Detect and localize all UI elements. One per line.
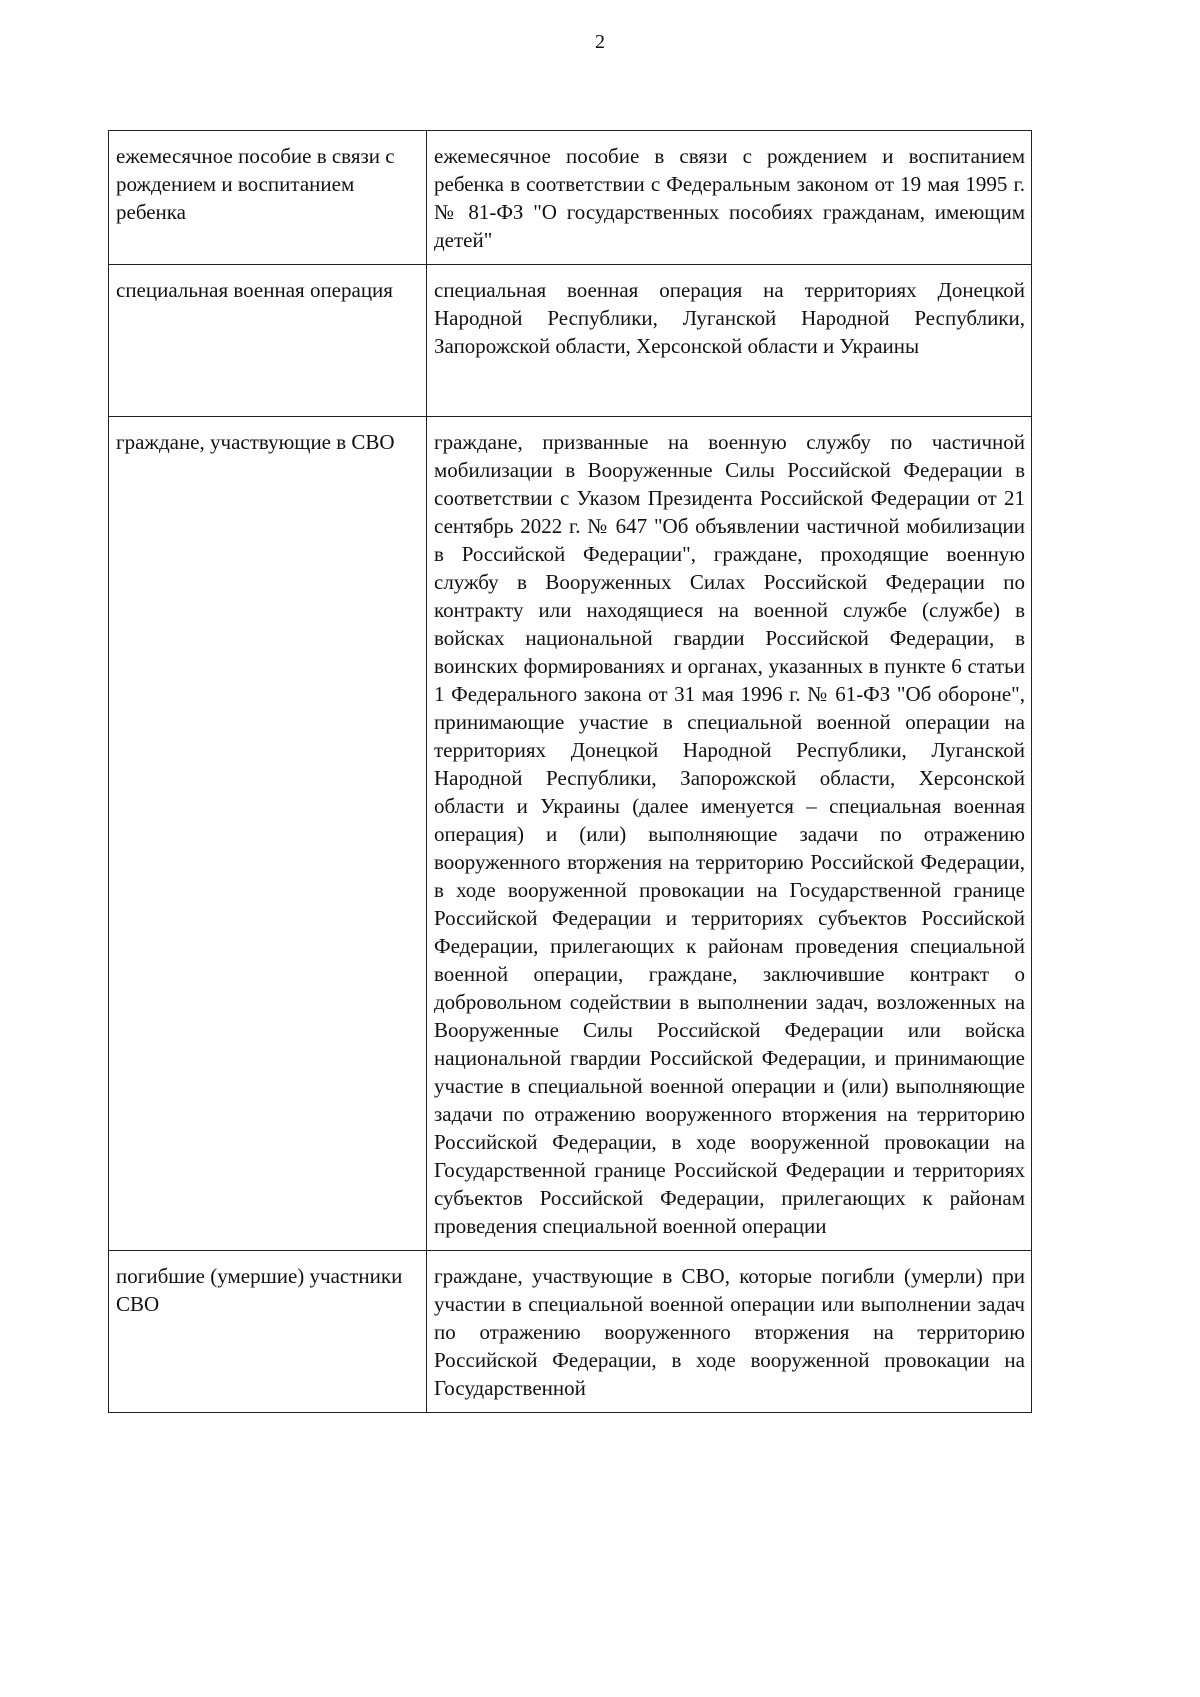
definition-cell: граждане, участвующие в СВО, которые погибли (умерли) при участии в специальной военной операции или выполнении задач по отражению вооруженного вторжения на территорию Российской Федерации, в ходе вооруженной провокации на Государственной <box>427 1251 1032 1413</box>
page-number: 2 <box>595 31 605 53</box>
definition-cell: ежемесячное пособие в связи с рождением и воспитанием ребенка в соответствии с Федеральным законом от 19 мая 1995 г. № 81-ФЗ "О государственных пособиях гражданам, имеющим детей" <box>427 131 1032 265</box>
term-cell: погибшие (умершие) участники СВО <box>109 1251 427 1413</box>
term-cell: ежемесячное пособие в связи с рождением и воспитанием ребенка <box>109 131 427 265</box>
table-row <box>109 1251 1032 1413</box>
table-row <box>109 417 1032 1251</box>
definitions-table <box>108 130 1032 1413</box>
table-row <box>109 131 1032 265</box>
term-cell: специальная военная операция <box>109 265 427 417</box>
definition-cell: граждане, призванные на военную службу по частичной мобилизации в Вооруженные Силы Российской Федерации в соответствии с Указом Президента Российской Федерации от 21 сентябрь 2022 г. № 647 "Об объявлении частичной мобилизации в Российской Федерации", граждане, проходящие военную службу в Вооруженных Силах Российской Федерации по контракту или находящиеся на военной службе (службе) в войсках национальной гвардии Российской Федерации, в воинских формированиях и органах, указанных в пункте 6 статьи 1 Федерального закона от 31 мая 1996 г. № 61-ФЗ "Об обороне", принимающие участие в специальной военной операции на территориях Донецкой Народной Республики, Луганской Народной Республики, Запорожской области, Херсонской области и Украины (далее именуется – специальная военная операция) и (или) выполняющие задачи по отражению вооруженного вторжения на территорию Российской Федерации, в ходе вооруженной провокации на Государственной границе Российской Федерации и территориях субъектов Российской Федерации, прилегающих к районам проведения специальной военной операции, граждане, заключившие контракт о добровольном содействии в выполнении задач, возложенных на Вооруженные Силы Российской Федерации или войска национальной гвардии Российской Федерации, и принимающие участие в специальной военной операции и (или) выполняющие задачи по отражению вооруженного вторжения на территорию Российской Федерации, в ходе вооруженной провокации на Государственной границе Российской Федерации и территориях субъектов Российской Федерации, прилегающих к районам проведения специальной военной операции <box>427 417 1032 1251</box>
term-cell: граждане, участвующие в СВО <box>109 417 427 1251</box>
table-row <box>109 265 1032 417</box>
definition-cell: специальная военная операция на территориях Донецкой Народной Республики, Луганской Народной Республики, Запорожской области, Херсонской области и Украины <box>427 265 1032 417</box>
